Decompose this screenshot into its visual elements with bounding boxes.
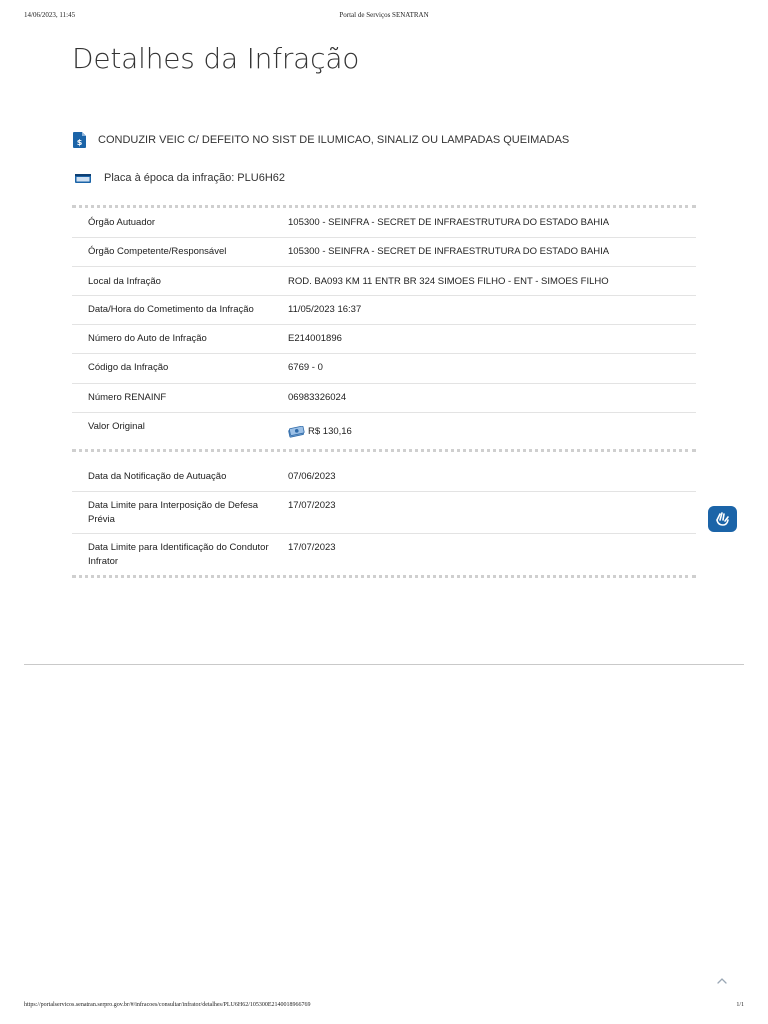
document-dollar-icon (73, 132, 86, 148)
detail-row (72, 296, 696, 325)
detail-label: Órgão Competente/Responsável (88, 246, 227, 257)
chevron-up-icon (717, 977, 727, 984)
detail-value: E214001896 (288, 333, 342, 344)
detail-value: 105300 - SEINFRA - SECRET DE INFRAESTRUTURA DO ESTADO BAHIA (288, 246, 610, 257)
detail-label: Data/Hora do Cometimento da Infração (88, 304, 254, 315)
page-number: 1/1 (736, 1002, 744, 1008)
print-header (24, 11, 744, 23)
accessibility-button[interactable] (708, 506, 737, 532)
detail-label: Número do Auto de Infração (88, 333, 207, 344)
detail-value: 105300 - SEINFRA - SECRET DE INFRAESTRUTURA DO ESTADO BAHIA (288, 217, 610, 228)
infraction-description-text: CONDUZIR VEIC C/ DEFEITO NO SIST DE ILUMICAO, SINALIZ OU LAMPADAS QUEIMADAS (98, 134, 570, 146)
detail-label: Local da Infração (88, 276, 161, 287)
section-divider (72, 575, 696, 578)
date-label: Data Limite para Identificação do Condutor Infrator (88, 542, 269, 567)
detail-value: 11/05/2023 16:37 (288, 304, 362, 315)
print-site-title: Portal de Serviços SENATRAN (339, 11, 429, 19)
scroll-top-button[interactable] (714, 974, 730, 986)
detail-row (72, 267, 696, 296)
date-row (72, 534, 696, 574)
detail-value: ROD. BA093 KM 11 ENTR BR 324 SIMOES FILHO - ENT - SIMOES FILHO (288, 276, 609, 287)
plate-info (75, 172, 285, 184)
detail-value: 6769 - 0 (288, 362, 323, 373)
detail-row (72, 238, 696, 267)
original-value-text: R$ 130,16 (308, 426, 352, 437)
date-label: Data Limite para Interposição de Defesa Prévia (88, 500, 259, 525)
plate-text: Placa à época da infração: PLU6H62 (104, 172, 286, 184)
detail-row (72, 208, 696, 238)
print-url: https://portalservicos.senatran.serpro.gov.br/#/infracoes/consultar/infrator/detalhes/PLU6H62/105300E2140018966769 (24, 1002, 311, 1008)
detail-row (72, 384, 696, 413)
section-divider (72, 449, 696, 452)
license-plate-icon (75, 174, 91, 183)
detail-row (72, 354, 696, 384)
date-value: 17/07/2023 (288, 500, 336, 511)
original-value (288, 425, 352, 439)
detail-row (72, 413, 696, 449)
date-row (72, 463, 696, 492)
detail-label: Código da Infração (88, 362, 169, 373)
sign-language-icon (714, 511, 732, 527)
print-datetime: 14/06/2023, 11:45 (24, 11, 76, 19)
detail-label: Número RENAINF (88, 392, 167, 403)
infraction-description (73, 132, 569, 148)
detail-label: Valor Original (88, 421, 145, 432)
date-label: Data da Notificação de Autuação (88, 471, 227, 482)
cash-icon (288, 426, 305, 438)
detail-value: 06983326024 (288, 392, 347, 403)
detail-row (72, 325, 696, 354)
page-title: Detalhes da Infração (72, 42, 360, 75)
date-value: 07/06/2023 (288, 471, 336, 482)
detail-label: Órgão Autuador (88, 217, 156, 228)
footer-divider (24, 664, 744, 665)
print-footer (24, 1002, 744, 1014)
date-row (72, 492, 696, 534)
svg-text:$: $ (76, 138, 83, 147)
date-value: 17/07/2023 (288, 542, 336, 553)
